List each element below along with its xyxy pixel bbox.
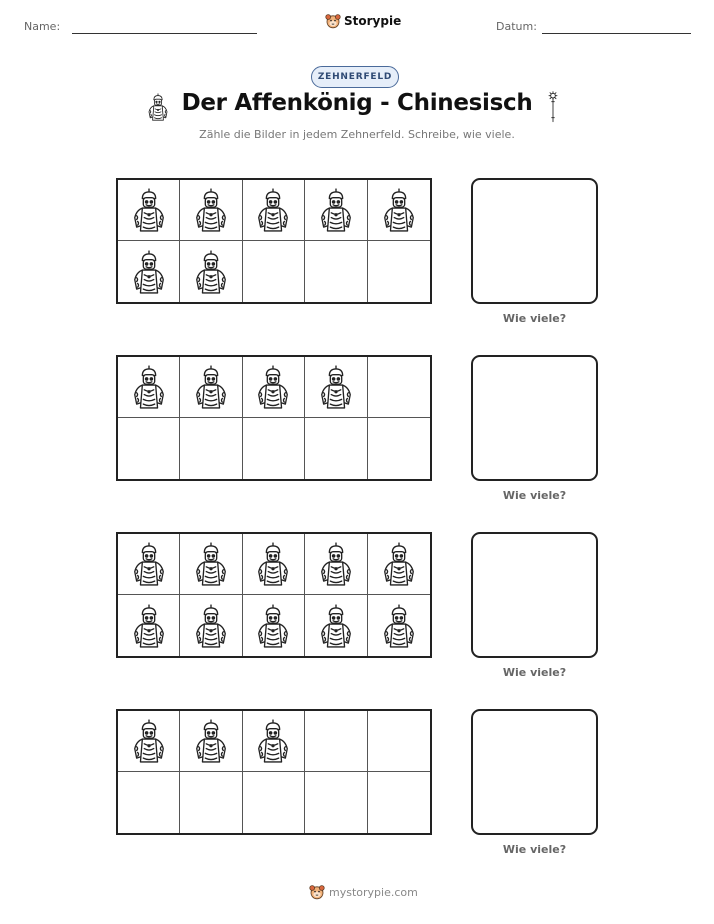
ten-frame-cell [368,418,430,479]
ten-frame-cell [243,711,305,772]
monkey-king-warrior-icon [192,187,230,233]
ten-frame-cell [368,534,430,595]
monkey-king-warrior-icon [380,603,418,649]
ten-frame-cell [368,357,430,418]
ten-frame-cell [180,357,242,418]
ten-frame-cell [368,772,430,833]
ten-frame-cell [243,418,305,479]
monkey-king-warrior-icon [130,718,168,764]
storypie-mascot-icon [309,884,325,900]
name-line[interactable] [72,33,257,34]
brand-logo [325,13,401,29]
ten-frame-cell [118,418,180,479]
ten-frame-cell [305,772,367,833]
monkey-king-warrior-icon [254,187,292,233]
ten-frame-cell [180,418,242,479]
worksheet-type-badge: ZEHNERFELD [311,66,399,88]
golden-staff-icon [543,91,563,123]
storypie-mascot-icon [325,13,341,29]
page-title: Der Affenkönig - Chinesisch [181,90,533,116]
ten-frame-2 [116,355,432,481]
ten-frame-cell [305,357,367,418]
ten-frame-cell [243,772,305,833]
brand-name: Storypie [344,14,402,28]
footer [309,884,418,900]
ten-frame-cell [180,595,242,656]
answer-prompt-4: Wie viele? [502,843,567,856]
footer-url: mystorypie.com [329,885,418,899]
ten-frame-1 [116,178,432,304]
monkey-king-warrior-icon [130,249,168,295]
monkey-king-warrior-icon [317,187,355,233]
name-label: Name: [24,20,61,33]
monkey-king-warrior-icon [317,364,355,410]
answer-box-3[interactable] [471,532,598,658]
monkey-king-warrior-icon [380,541,418,587]
ten-frame-cell [180,711,242,772]
ten-frame-cell [180,534,242,595]
ten-frame-cell [118,357,180,418]
answer-box-4[interactable] [471,709,598,835]
ten-frame-cell [118,180,180,241]
ten-frame-cell [180,180,242,241]
ten-frame-cell [305,711,367,772]
ten-frame-cell [118,241,180,302]
ten-frame-cell [368,180,430,241]
ten-frame-cell [243,241,305,302]
answer-prompt-3: Wie viele? [502,666,567,679]
ten-frame-cell [368,595,430,656]
answer-prompt-2: Wie viele? [502,489,567,502]
monkey-king-warrior-icon [254,364,292,410]
date-line[interactable] [542,33,691,34]
monkey-king-warrior-icon [317,603,355,649]
answer-box-2[interactable] [471,355,598,481]
answer-box-1[interactable] [471,178,598,304]
monkey-king-warrior-icon [192,364,230,410]
monkey-king-warrior-icon [130,364,168,410]
monkey-king-warrior-icon [130,603,168,649]
date-label: Datum: [496,20,537,33]
monkey-king-warrior-icon [317,541,355,587]
monkey-king-warrior-icon [192,541,230,587]
ten-frame-cell [305,595,367,656]
instructions: Zähle die Bilder in jedem Zehnerfeld. Schreibe, wie viele. [199,128,515,141]
ten-frame-cell [368,241,430,302]
monkey-king-warrior-icon [254,718,292,764]
monkey-king-warrior-icon [192,249,230,295]
ten-frame-cell [305,534,367,595]
ten-frame-cell [118,711,180,772]
ten-frame-cell [243,595,305,656]
monkey-king-warrior-icon [254,541,292,587]
ten-frame-cell [118,534,180,595]
monkey-king-warrior-icon [192,718,230,764]
ten-frame-cell [180,241,242,302]
ten-frame-cell [118,595,180,656]
ten-frame-3 [116,532,432,658]
ten-frame-cell [243,357,305,418]
ten-frame-cell [118,772,180,833]
answer-prompt-1: Wie viele? [502,312,567,325]
ten-frame-cell [368,711,430,772]
ten-frame-cell [305,241,367,302]
ten-frame-4 [116,709,432,835]
monkey-king-warrior-icon [254,603,292,649]
monkey-king-warrior-icon [130,187,168,233]
monkey-king-warrior-icon [380,187,418,233]
ten-frame-cell [305,180,367,241]
ten-frame-cell [243,180,305,241]
monkey-king-warrior-icon [192,603,230,649]
ten-frame-cell [180,772,242,833]
ten-frame-cell [243,534,305,595]
monkey-king-warrior-icon [130,541,168,587]
ten-frame-cell [305,418,367,479]
